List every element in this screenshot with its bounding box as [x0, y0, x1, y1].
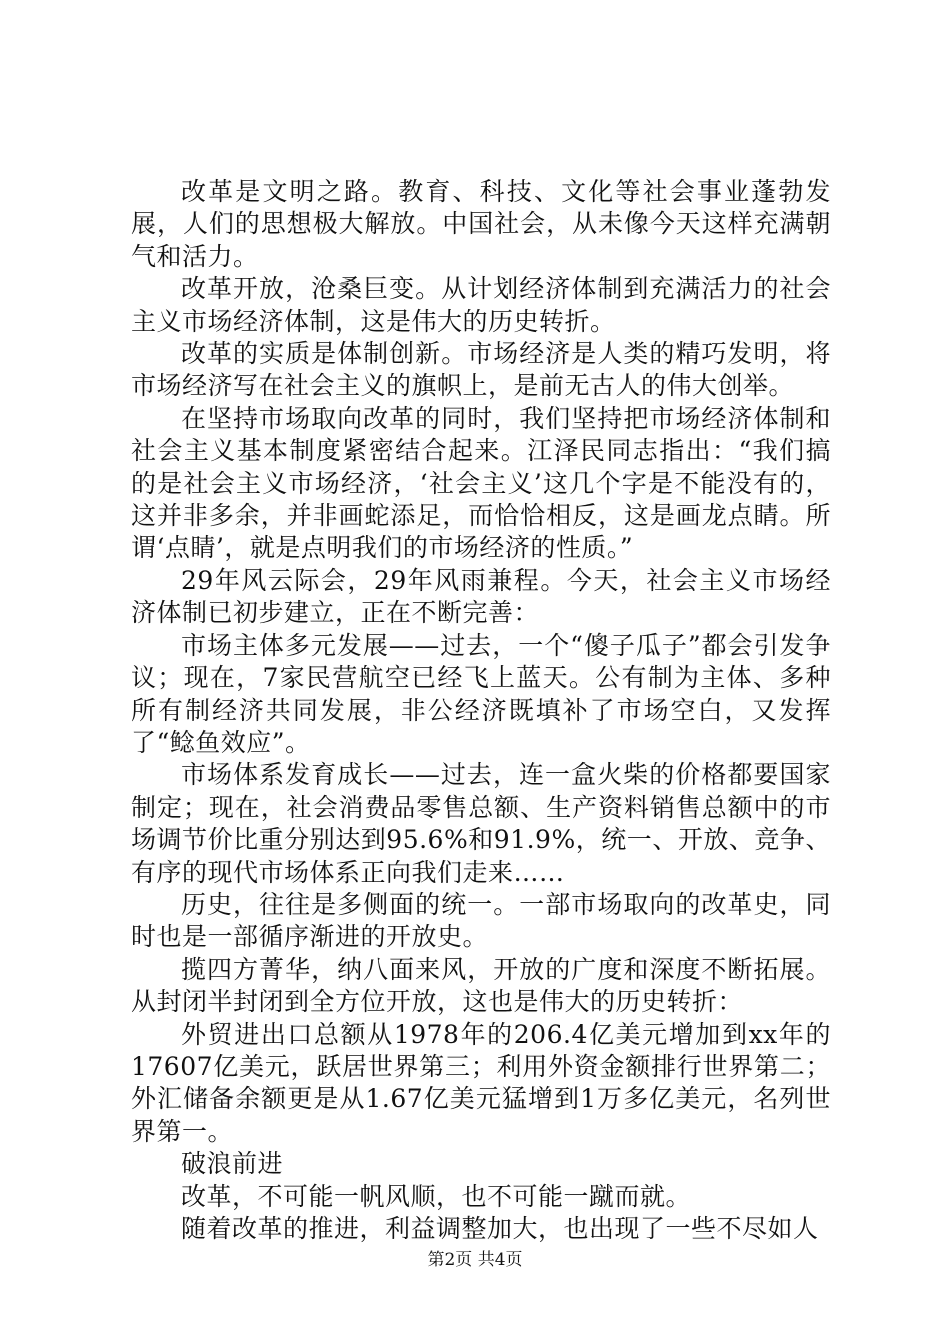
paragraph-8: 历史，往往是多侧面的统一。一部市场取向的改革史，同时也是一部循序渐进的开放史。	[131, 889, 831, 952]
paragraph-1: 改革是文明之路。教育、科技、文化等社会事业蓬勃发展，人们的思想极大解放。中国社会，从未像今天这样充满朝气和活力。	[131, 177, 831, 271]
paragraph-7: 市场体系发育成长——过去，连一盒火柴的价格都要国家制定；现在，社会消费品零售总额、生产资料销售总额中的市场调节价比重分别达到95.6%和91.9%，统一、开放、竞争、有序的现代市场体系正向我们走来……	[131, 760, 831, 887]
page-footer: 第2页 共4页	[427, 1250, 523, 1270]
paragraph-6: 市场主体多元发展——过去，一个“傻子瓜子”都会引发争议；现在，7家民营航空已经飞上蓝天。公有制为主体、多种所有制经济共同发展，非公经济既填补了市场空白，又发挥了“鲶鱼效应”。	[131, 630, 831, 757]
paragraph-9: 揽四方菁华，纳八面来风，开放的广度和深度不断拓展。从封闭半封闭到全方位开放，这也是伟大的历史转折：	[131, 954, 831, 1017]
paragraph-10: 外贸进出口总额从1978年的206.4亿美元增加到xx年的17607亿美元，跃居世界第三；利用外资金额排行世界第二；外汇储备余额更是从1.67亿美元猛增到1万多亿美元，名列世界第一。	[131, 1019, 831, 1146]
paragraph-11: 改革，不可能一帆风顺，也不可能一蹴而就。	[181, 1181, 692, 1211]
paragraph-4: 在坚持市场取向改革的同时，我们坚持把市场经济体制和社会主义基本制度紧密结合起来。江泽民同志指出：“我们搞的是社会主义市场经济，‘社会主义’这几个字是不能没有的，这并非多余，并非画蛇添足，而恰恰相反，这是画龙点睛。所谓‘点睛’，就是点明我们的市场经济的性质。”	[131, 403, 831, 563]
body-text	[131, 176, 831, 1245]
paragraph-3: 改革的实质是体制创新。市场经济是人类的精巧发明，将市场经济写在社会主义的旗帜上，是前无古人的伟大创举。	[131, 339, 831, 401]
paragraph-5: 29年风云际会，29年风雨兼程。今天，社会主义市场经济体制已初步建立，正在不断完善：	[131, 565, 831, 628]
paragraph-2: 改革开放，沧桑巨变。从计划经济体制到充满活力的社会主义市场经济体制，这是伟大的历史转折。	[131, 274, 831, 336]
section-heading: 破浪前进	[181, 1149, 284, 1179]
paragraph-12: 随着改革的推进，利益调整加大，也出现了一些不尽如人	[181, 1214, 819, 1243]
